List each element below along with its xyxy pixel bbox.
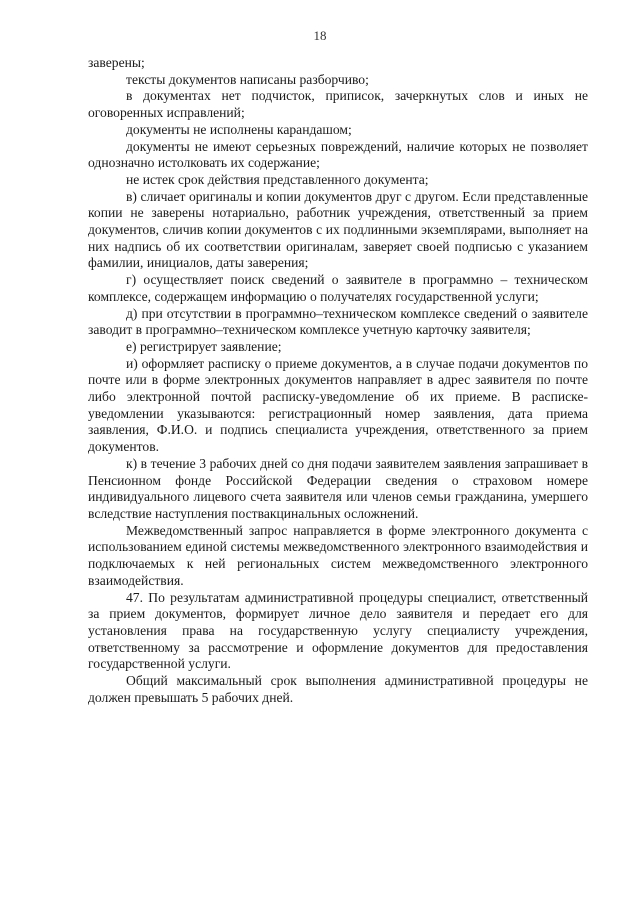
paragraph: в документах нет подчисток, приписок, зачеркнутых слов и иных не оговоренных исправлений; [88,88,588,121]
paragraph: г) осуществляет поиск сведений о заявителе в программно – техническом комплексе, содержащем информацию о получателях государственной услуги; [88,272,588,304]
paragraph: к) в течение 3 рабочих дней со дня подачи заявителем заявления запрашивает в Пенсионном фонде Российской Федерации сведения о страховом номере индивидуального лицевого счета заявителя или членов семьи гражданина, умершего вследствие наступления поствакцинальных осложнений. [88,455,588,521]
paragraph: заверены; [88,55,145,70]
paragraph: в) сличает оригиналы и копии документов друг с другом. Если представленные копии не заверены нотариально, работник учреждения, ответственный за прием документов, сличив копии документов с их подлинными экземплярами, выполняет на них надпись об их соответствии оригиналам, заверяет своей подписью с указанием фамилии, инициалов, даты заверения; [88,188,588,271]
paragraph: документы не имеют серьезных повреждений, наличие которых не позволяет однозначно истолковать их содержание; [88,138,588,171]
paragraph: и) оформляет расписку о приеме документов, а в случае подачи документов по почте или в форме электронных документов направляет в адрес заявителя по почте либо электронной почтой расписку-уведомление об их приеме. В расписке-уведомлении указываются: регистрационный номер заявления, дата приема заявления, Ф.И.О. и подпись специалиста учреждения, ответственного за прием документов. [88,355,588,455]
document-body [88,55,588,706]
paragraph: Межведомственный запрос направляется в форме электронного документа с использованием единой системы межведомственного электронного взаимодействия и подключаемых к ней региональных систем межведомственного электронного взаимодействия. [88,522,588,588]
paragraph: е) регистрирует заявление; [126,338,282,354]
paragraph: д) при отсутствии в программно–техническом комплексе сведений о заявителе заводит в программно–техническом комплексе учетную карточку заявителя; [88,305,588,338]
paragraph: тексты документов написаны разборчиво; [126,71,369,87]
paragraph: не истек срок действия представленного документа; [126,171,429,187]
page-number: 18 [313,28,327,43]
paragraph: документы не исполнены карандашом; [126,121,352,137]
paragraph: Общий максимальный срок выполнения административной процедуры не должен превышать 5 рабочих дней. [88,673,588,705]
paragraph: 47. По результатам административной процедуры специалист, ответственный за прием документов, формирует личное дело заявителя и передает его для установления права на государственную услугу специалисту учреждения, ответственному за рассмотрение и оформление документов для предоставления государственной услуги. [88,589,588,672]
